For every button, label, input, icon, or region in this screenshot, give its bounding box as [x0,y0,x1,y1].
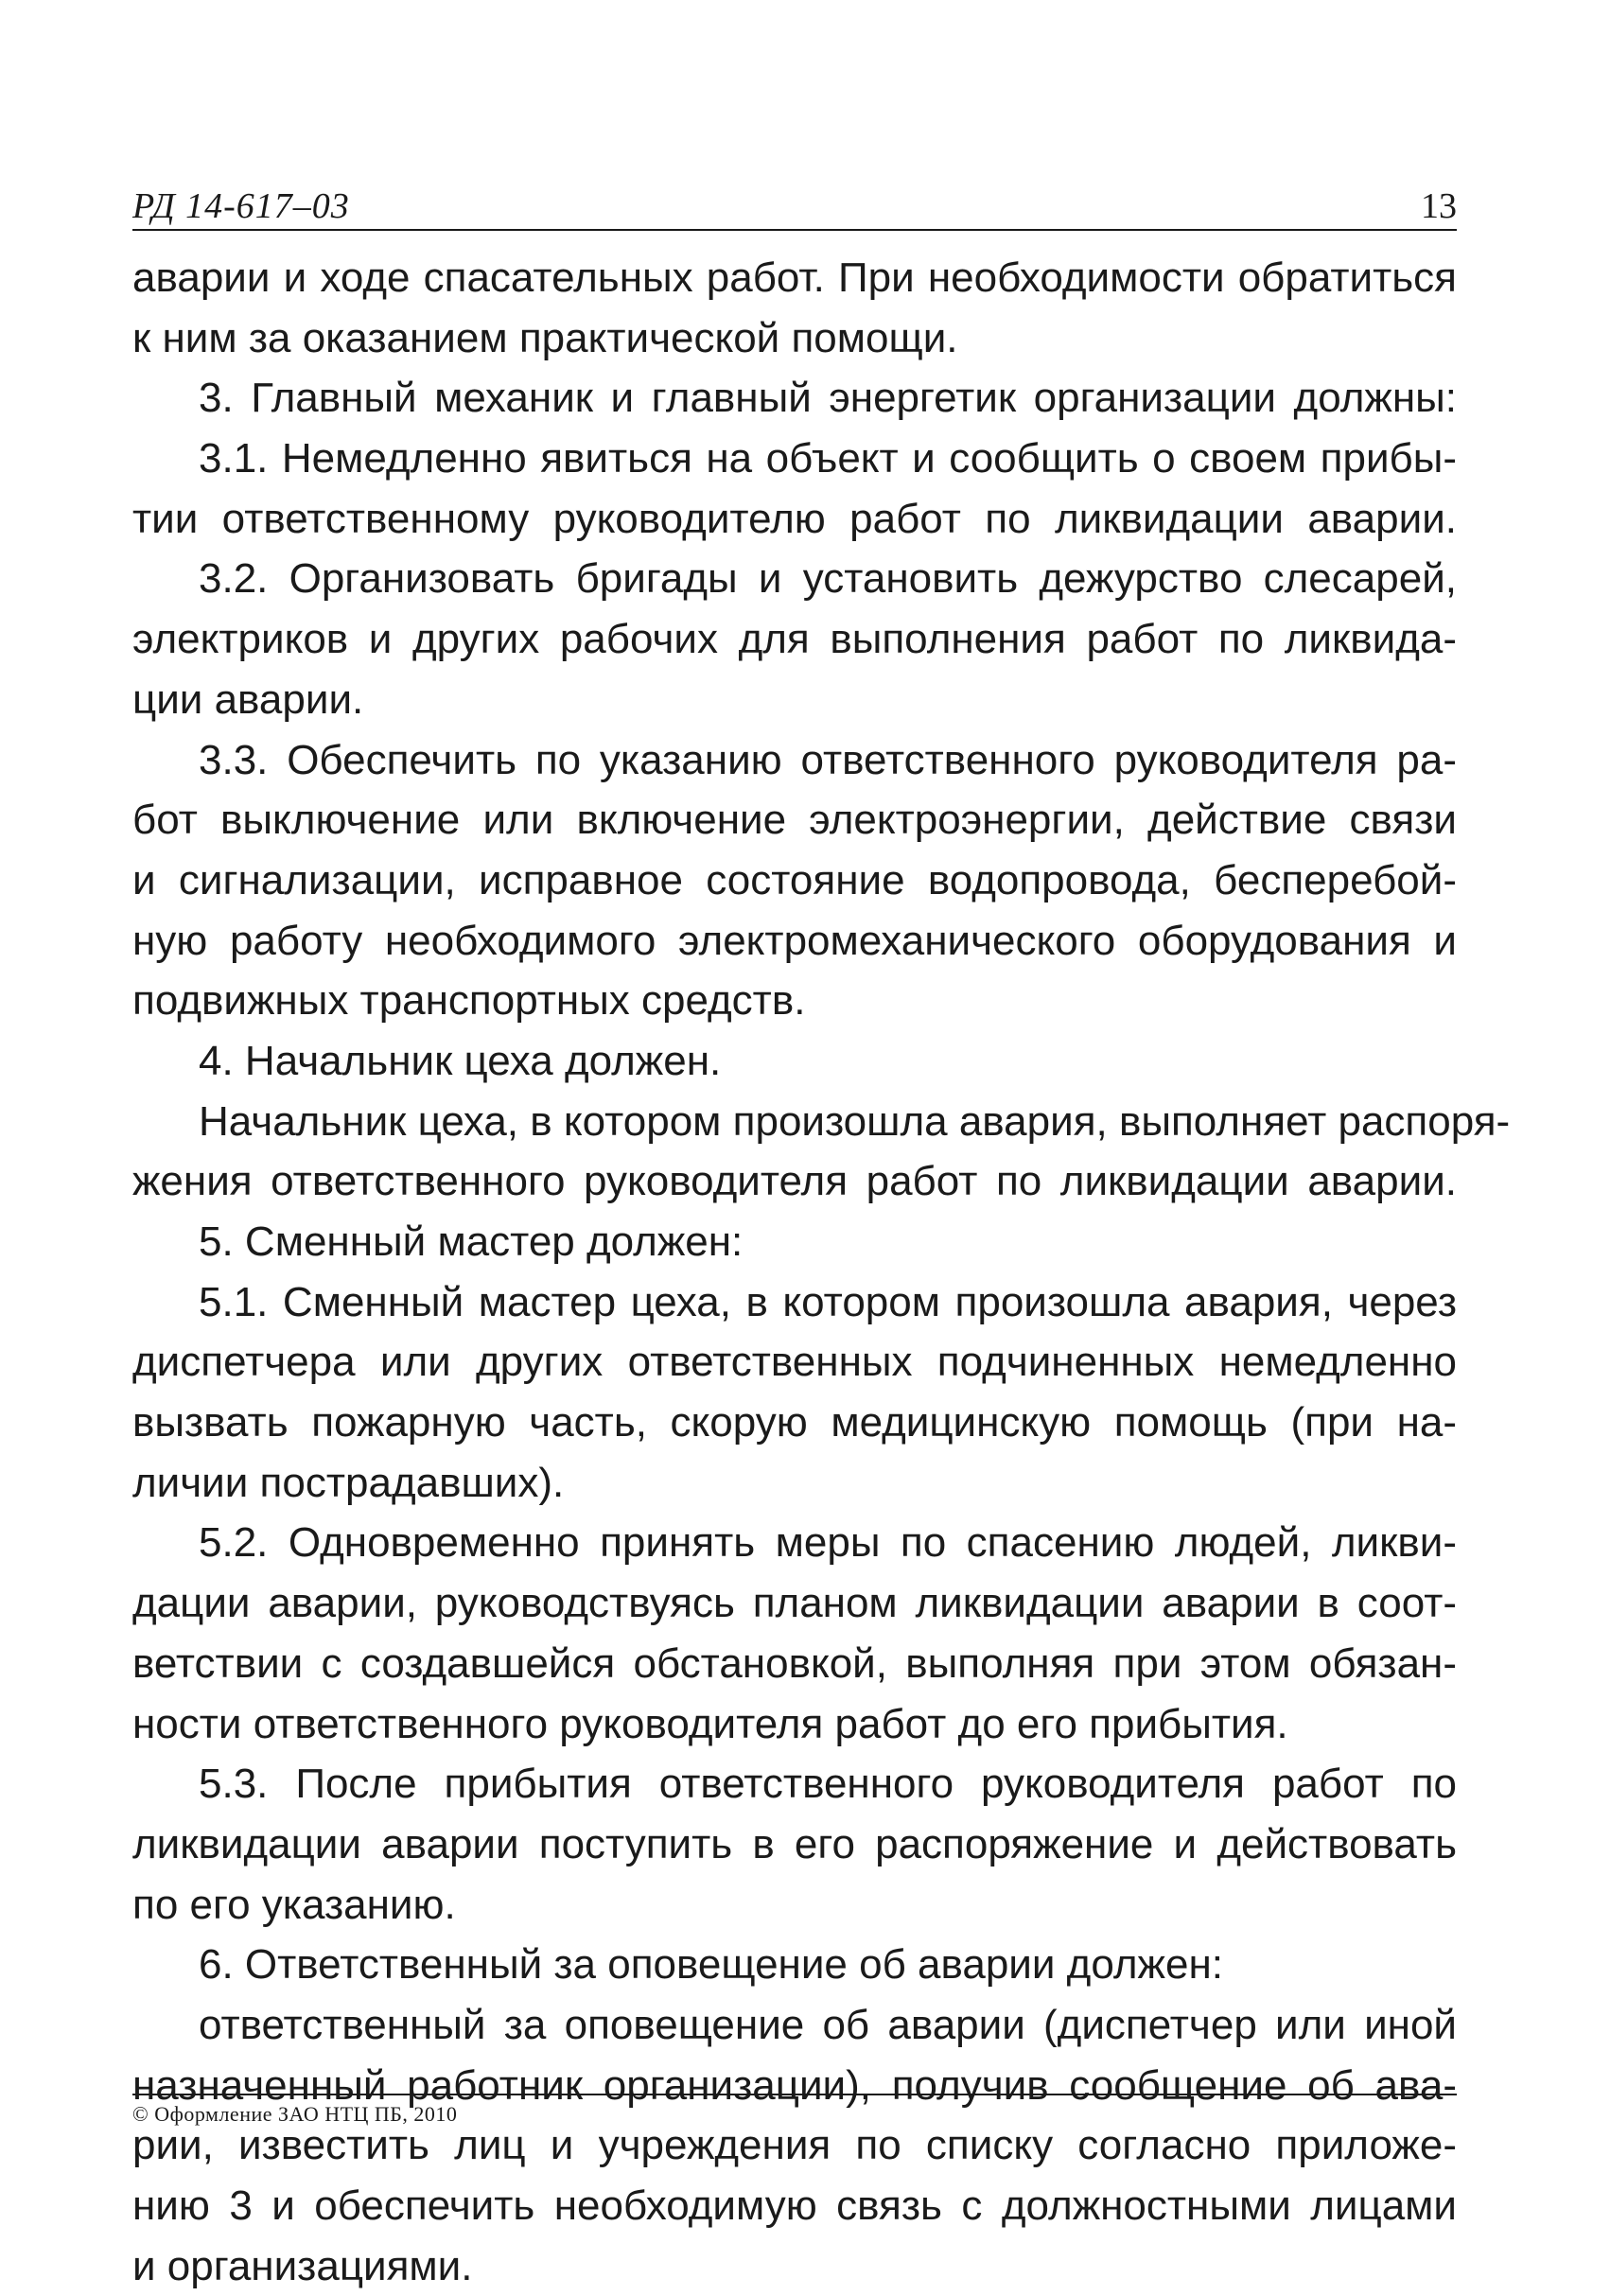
section-heading: 6. Ответственный за оповещение об аварии должен: [199,1941,1223,1989]
document-body [132,248,1511,2296]
text-line: тии ответственному руководителю работ по ликвидации аварии. [132,495,1457,542]
text-line: ции аварии. [132,675,364,723]
text-line: рии, известить лиц и учреждения по списку согласно приложе- [132,2122,1457,2169]
text-line: подвижных транспортных средств. [132,977,806,1025]
text-line: дации аварии, руководствуясь планом ликвидации аварии в соот- [132,1580,1457,1627]
text-line: бот выключение или включение электроэнергии, действие связи [132,797,1457,844]
section-heading: 5. Сменный мастер должен: [199,1218,744,1265]
text-line: ликвидации аварии поступить в его распоряжение и действовать [132,1820,1457,1867]
text-line: Начальник цеха, в котором произошла авария, выполняет распоря- [199,1097,1511,1145]
text-line: назначенный работник организации), получив сообщение об ава- [132,2061,1457,2109]
text-line: ветствии с создавшейся обстановкой, выполняя при этом обязан- [132,1639,1457,1687]
text-line: 5.3. После прибытия ответственного руководителя работ по [199,1761,1457,1808]
text-line: 3.2. Организовать бригады и установить дежурство слесарей, [199,555,1457,603]
page-number: 13 [1421,186,1457,226]
text-line: к ним за оказанием практической помощи. [132,314,958,361]
text-line: жения ответственного руководителя работ по ликвидации аварии. [132,1158,1457,1205]
text-line: 3.1. Немедленно явиться на объект и сообщить о своем прибы- [199,435,1457,482]
text-line: и сигнализации, исправное состояние водопровода, бесперебой- [132,856,1457,903]
section-heading: 3. Главный механик и главный энергетик организации должны: [199,375,1457,422]
copyright-note: © Оформление ЗАО НТЦ ПБ, 2010 [132,2102,458,2126]
text-line: ответственный за оповещение об аварии (диспетчер или иной [199,2001,1457,2048]
text-line: 5.1. Сменный мастер цеха, в котором произошла авария, через [199,1278,1457,1325]
text-line: вызвать пожарную часть, скорую медицинскую помощь (при на- [132,1399,1457,1446]
text-line: по его указанию. [132,1881,456,1928]
text-line: диспетчера или других ответственных подчиненных немедленно [132,1339,1457,1386]
text-line: ности ответственного руководителя работ до его прибытия. [132,1700,1288,1747]
text-line: личии пострадавших). [132,1459,565,1506]
page-header [132,185,1457,229]
text-line: ную работу необходимого электромеханического оборудования и [132,917,1457,964]
text-line: 3.3. Обеспечить по указанию ответственного руководителя ра- [199,736,1457,783]
footer-divider [132,2094,1457,2095]
text-line: 5.2. Одновременно принять меры по спасению людей, ликви- [199,1519,1457,1567]
text-line: нию 3 и обеспечить необходимую связь с должностными лицами [132,2182,1457,2229]
text-line: электриков и других рабочих для выполнения работ по ликвида- [132,616,1457,663]
text-line: аварии и ходе спасательных работ. При необходимости обратиться [132,254,1457,301]
text-line: и организациями. [132,2242,473,2289]
document-code: РД 14-617–03 [132,186,350,226]
header-divider [132,229,1457,231]
section-heading: 4. Начальник цеха должен. [199,1037,722,1084]
